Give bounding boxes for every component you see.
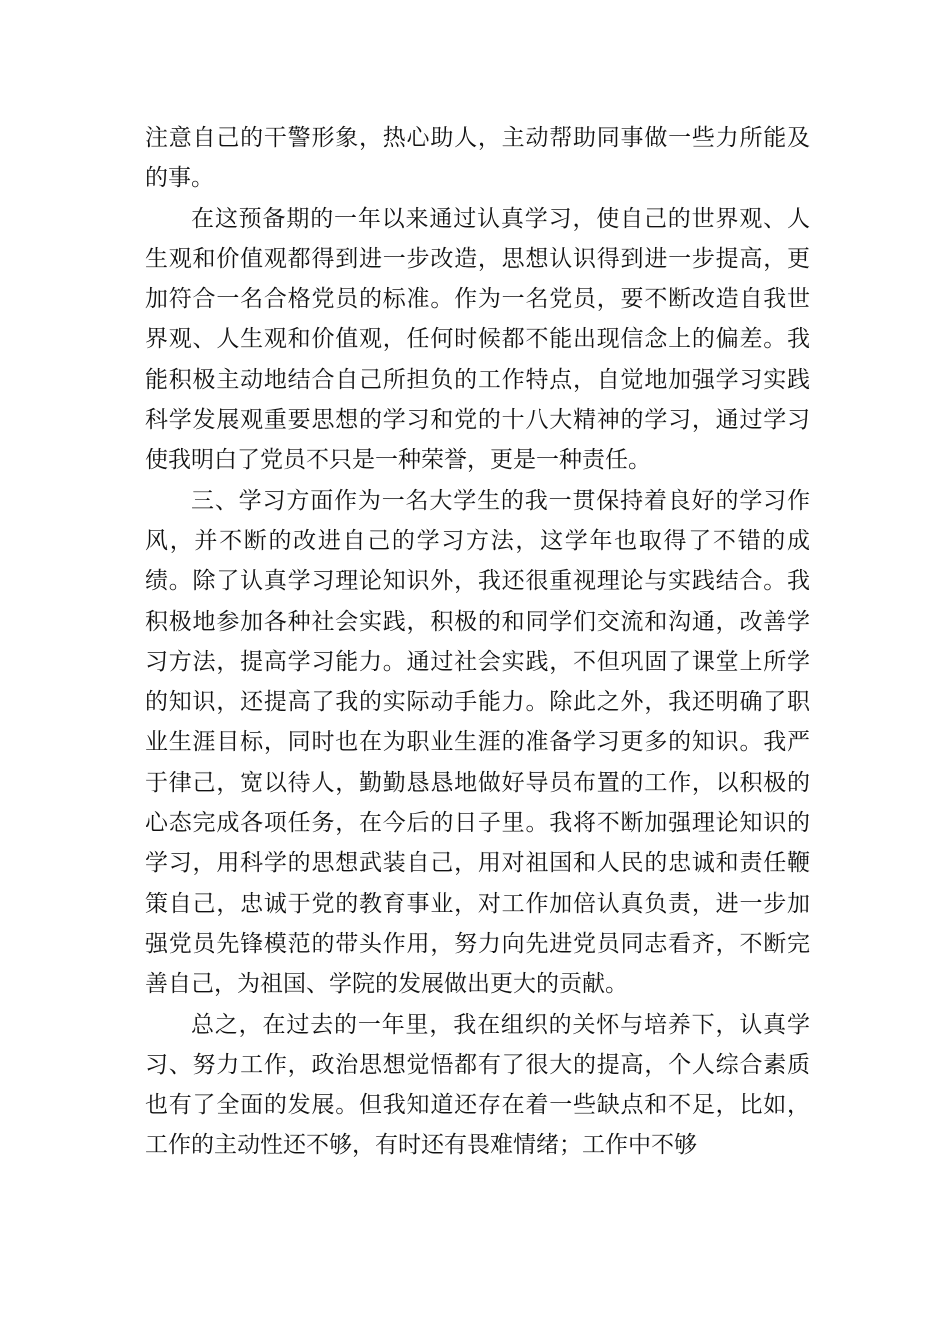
paragraph-summary: 总之，在过去的一年里，我在组织的关怀与培养下，认真学习、努力工作，政治思想觉悟都有了很大的提高，个人综合素质也有了全面的发展。但我知道还存在着一些缺点和不足，比如，工作的主动性还不够，有时还有畏难情绪；工作中不够 — [145, 1011, 810, 1159]
paragraph-study-aspect: 三、学习方面作为一名大学生的我一贯保持着良好的学习作风，并不断的改进自己的学习方法，这学年也取得了不错的成绩。除了认真学习理论知识外，我还很重视理论与实践结合。我积极地参加各种社会实践，积极的和同学们交流和沟通，改善学习方法，提高学习能力。通过社会实践，不但巩固了课堂上所学的知识，还提高了我的实际动手能力。除此之外，我还明确了职业生涯目标，同时也在为职业生涯的准备学习更多的知识。我严于律己，宽以待人，勤勤恳恳地做好导员布置的工作，以积极的心态完成各项任务，在今后的日子里。我将不断加强理论知识的学习，用科学的思想武装自己，用对祖国和人民的忠诚和责任鞭策自己，忠诚于党的教育事业，对工作加倍认真负责，进一步加强党员先锋模范的带头作用，努力向先进党员同志看齐，不断完善自己，为祖国、学院的发展做出更大的贡献。 — [145, 487, 810, 998]
document-body — [145, 118, 810, 1166]
paragraph-continuation: 注意自己的干警形象，热心助人，主动帮助同事做一些力所能及的事。 — [145, 125, 810, 192]
paragraph-probation-study: 在这预备期的一年以来通过认真学习，使自己的世界观、人生观和价值观都得到进一步改造，思想认识得到进一步提高，更加符合一名合格党员的标准。作为一名党员，要不断改造自我世界观、人生观和价值观，任何时候都不能出现信念上的偏差。我能积极主动地结合自己所担负的工作特点，自觉地加强学习实践科学发展观重要思想的学习和党的十八大精神的学习，通过学习使我明白了党员不只是一种荣誉，更是一种责任。 — [145, 205, 810, 474]
